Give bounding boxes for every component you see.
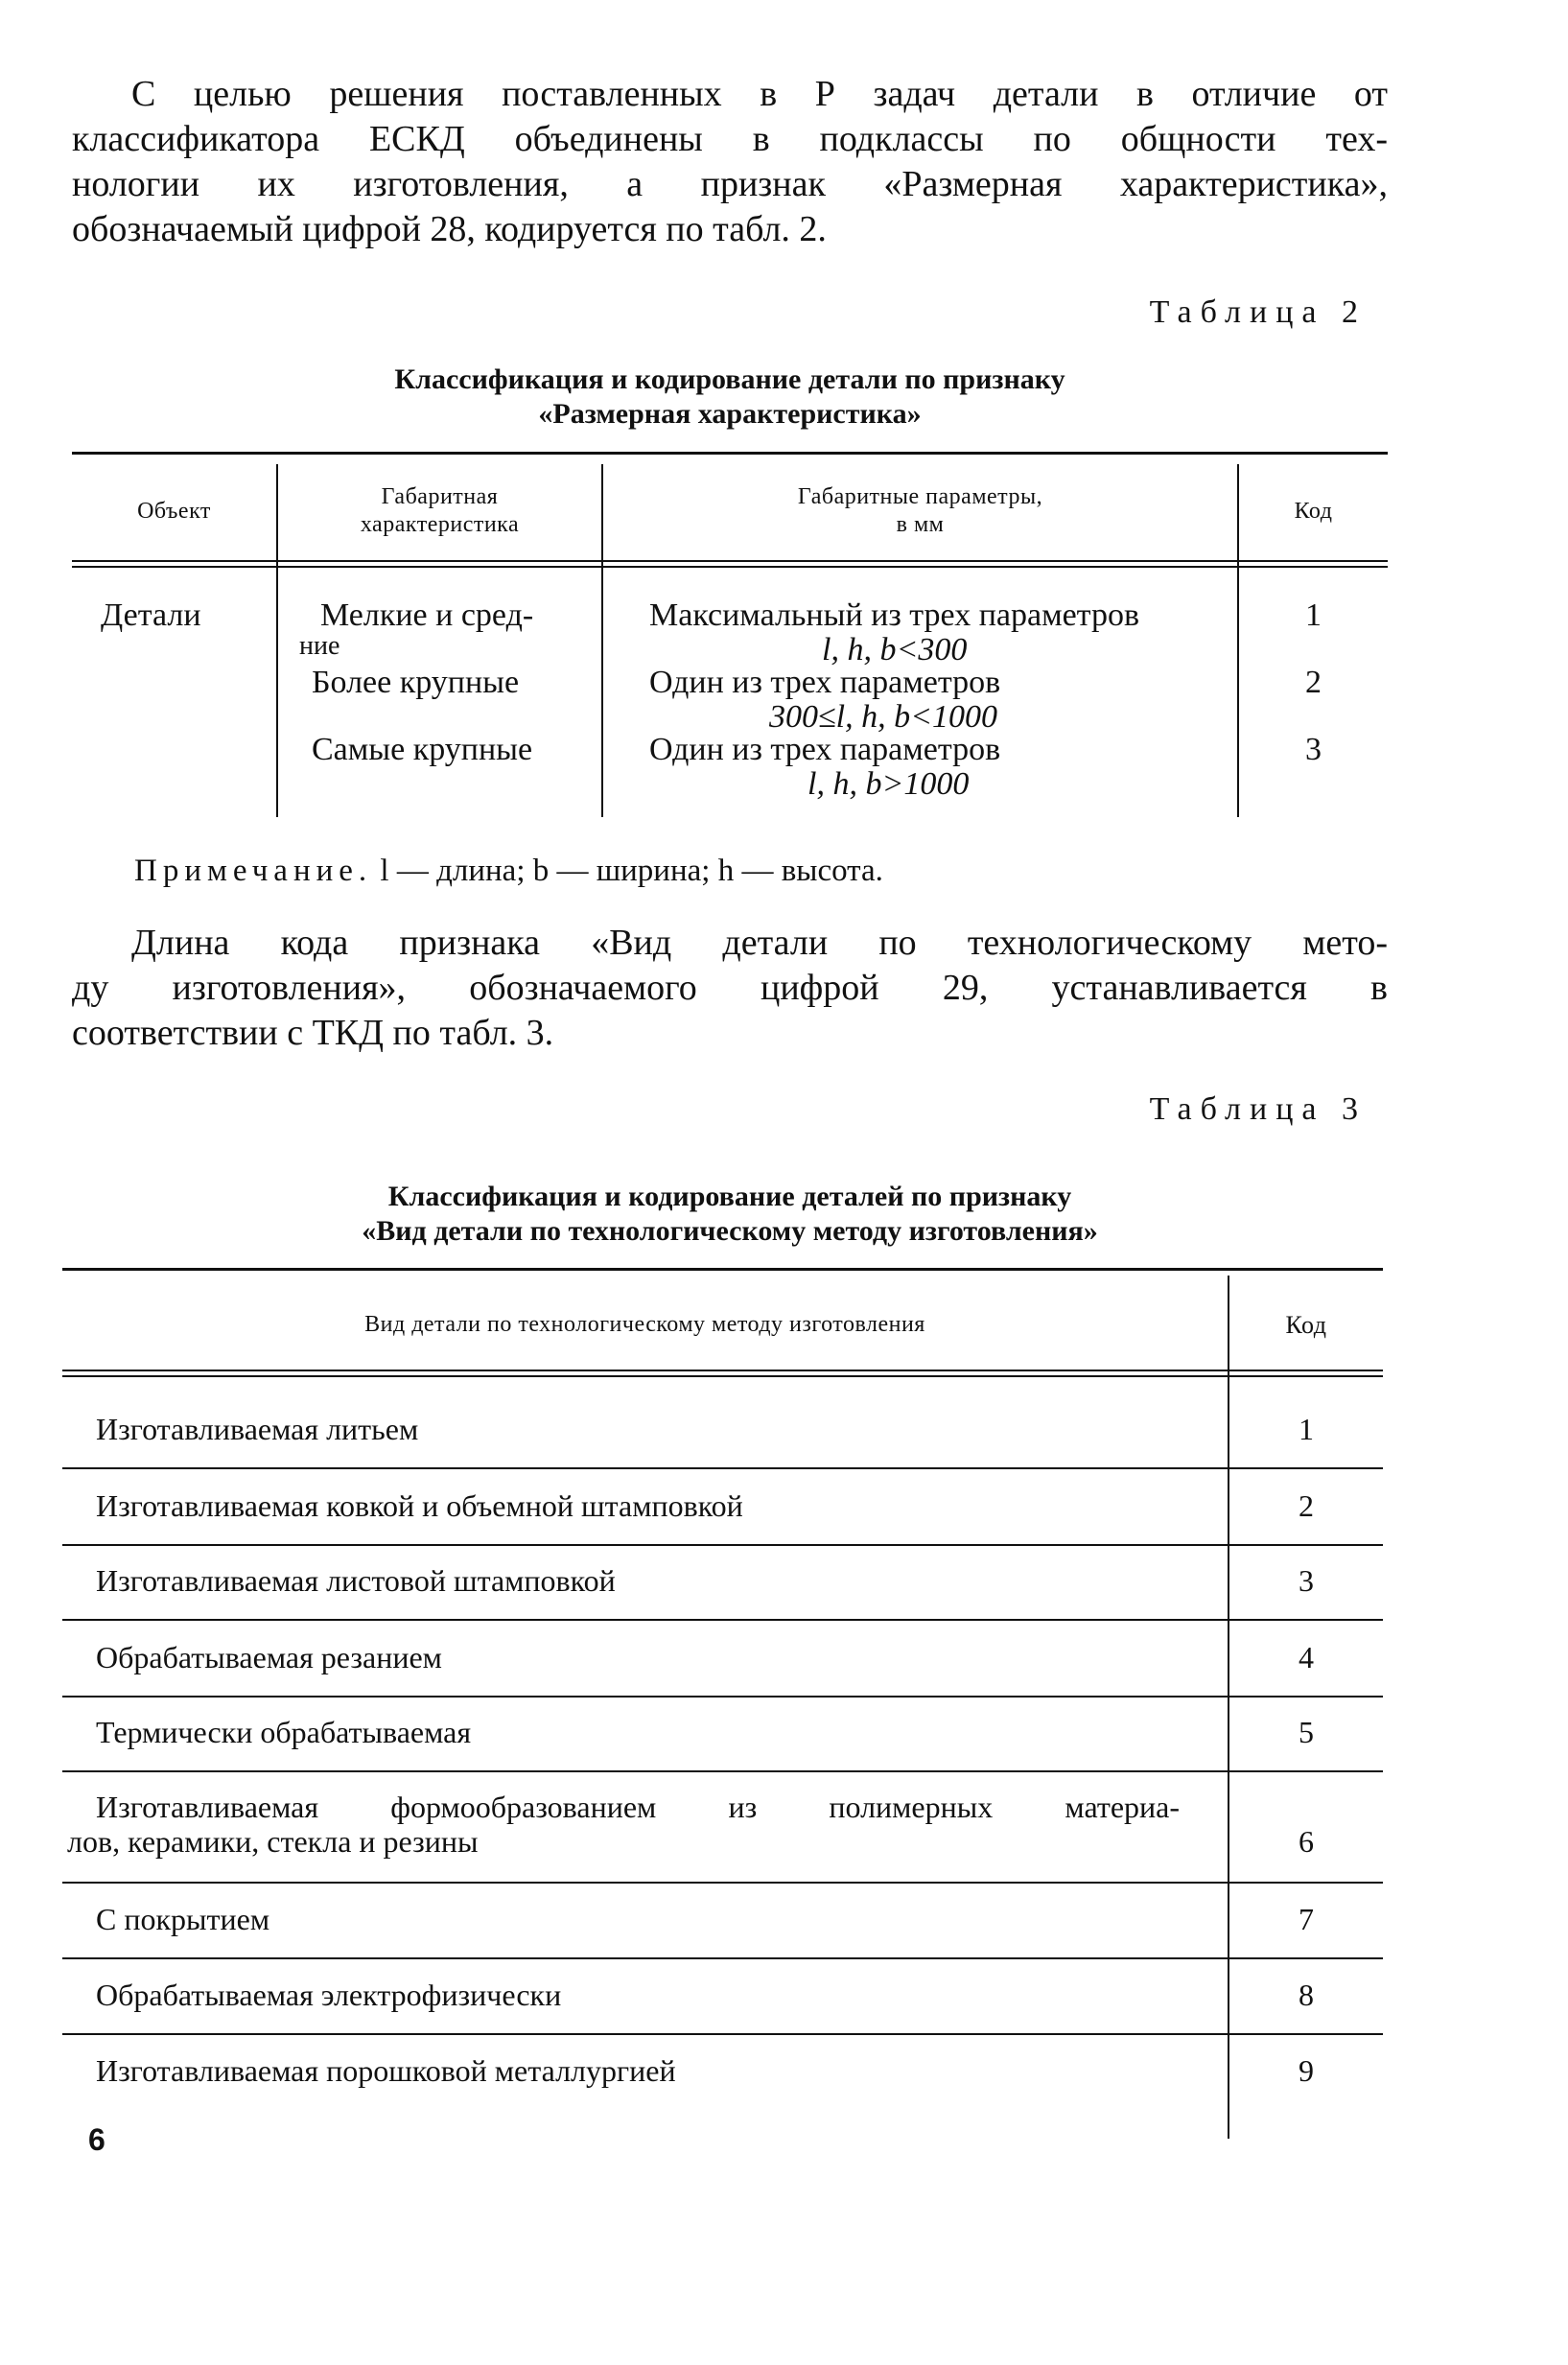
table3-row-rule [62,2033,1383,2035]
table3-row-kind: Термически обрабатываемая [96,1715,472,1749]
table3-row-rule [62,1882,1383,1884]
intro-line: классификатора ЕСКД объединены в подклассы по общности тех- [72,119,1388,159]
table3-row-rule [62,1957,1383,1959]
table2-header-rule [72,560,1388,562]
table3-row-code: 6 [1299,1824,1314,1859]
table2-code-cell: 2 [1305,665,1322,700]
table2-title-line: «Размерная характеристика» [538,398,922,430]
table3-header-code: Код [1285,1311,1327,1339]
table2-characteristic-cell: Более крупные [312,665,520,700]
table3-title-line: Классификация и кодирование деталей по признаку [387,1181,1072,1212]
table2-caption: Таблица 2 [1149,294,1367,330]
table2-characteristic-cell: Самые крупные [312,732,533,767]
table3-row-rule [62,1619,1383,1621]
table2-header-rule [72,566,1388,568]
table3-row-kind: Изготавливаемая порошковой металлургией [96,2053,676,2088]
table2-characteristic-cell: Мелкие и сред- ние [299,597,534,661]
table2-header-parameters: Габаритные параметры, в мм [797,484,1043,537]
note-text: l — длина; b — ширина; h — высота. [380,854,883,888]
table3-caption: Таблица 3 [1149,1091,1367,1127]
table3-row-kind: Обрабатываемая резанием [96,1640,442,1674]
table3-row-code: 8 [1299,1978,1314,2012]
page-number: 6 [88,2122,105,2157]
table3-row-code: 9 [1299,2053,1314,2088]
table2-object-cell: Детали [101,597,201,633]
table3-title-line: «Вид детали по технологическому методу изготовления» [362,1215,1098,1247]
table3-row-rule [62,1770,1383,1772]
table2-note [134,854,883,889]
middle-line: ду изготовления», обозначаемого цифрой 29, устанавливается в [72,968,1388,1008]
table2-parameters-cell: Один из трех параметров l, h, b>1000 [649,732,1001,802]
table3-row-kind: Изготавливаемая формообразованием из полимерных материа- лов, керамики, стекла и резины [67,1790,1180,1859]
table3-row-rule [62,1696,1383,1698]
intro-line: нологии их изготовления, а признак «Размерная характеристика», [72,164,1388,204]
intro-line: обозначаемый цифрой 28, кодируется по табл. 2. [72,209,827,249]
table2-header-characteristic: Габаритная характеристика [360,484,520,537]
middle-line: соответствии с ТКД по табл. 3. [72,1013,554,1053]
table3-row-kind: Обрабатываемая электрофизически [96,1978,562,2012]
table2-title-line: Классификация и кодирование детали по признаку [394,363,1065,395]
table3-row-kind: Изготавливаемая ковкой и объемной штамповкой [96,1488,743,1523]
table2-top-rule [72,452,1388,455]
table3-row-code: 5 [1299,1715,1314,1749]
table3-header-rule [62,1375,1383,1377]
table3-row-kind: Изготавливаемая литьем [96,1412,419,1446]
table3-row-rule [62,1467,1383,1469]
note-label: Примечание. [134,854,373,888]
table2-title [72,363,1388,432]
table3-row-code: 3 [1299,1563,1314,1598]
table3-row-kind: Изготавливаемая листовой штамповкой [96,1563,616,1598]
table3-row-code: 2 [1299,1488,1314,1523]
table3-header-kind: Вид детали по технологическому методу изготовления [364,1312,925,1337]
table3-row-code: 4 [1299,1640,1314,1674]
table3-row-rule [62,1544,1383,1546]
intro-line: С целью решения поставленных в Р задач детали в отличие от [131,74,1388,114]
table2-parameters-cell: Один из трех параметров 300≤l, h, b<1000 [649,665,1001,735]
table3-header-rule [62,1370,1383,1371]
table2-code-cell: 3 [1305,732,1322,767]
middle-line: Длина кода признака «Вид детали по технологическому мето- [131,923,1388,963]
middle-paragraph [72,921,1388,1056]
table3-row-kind: С покрытием [96,1902,270,1936]
table2-code-cell: 1 [1305,597,1322,633]
table2-parameters-cell: Максимальный из трех параметров l, h, b<300 [649,597,1140,667]
table3-row-code: 7 [1299,1902,1314,1936]
intro-paragraph [72,72,1388,252]
table3-top-rule [62,1268,1383,1271]
table3-title [72,1180,1388,1249]
table2-header-object: Объект [137,499,211,524]
table2-header-code: Код [1294,499,1333,524]
table3-row-code: 1 [1299,1412,1314,1446]
